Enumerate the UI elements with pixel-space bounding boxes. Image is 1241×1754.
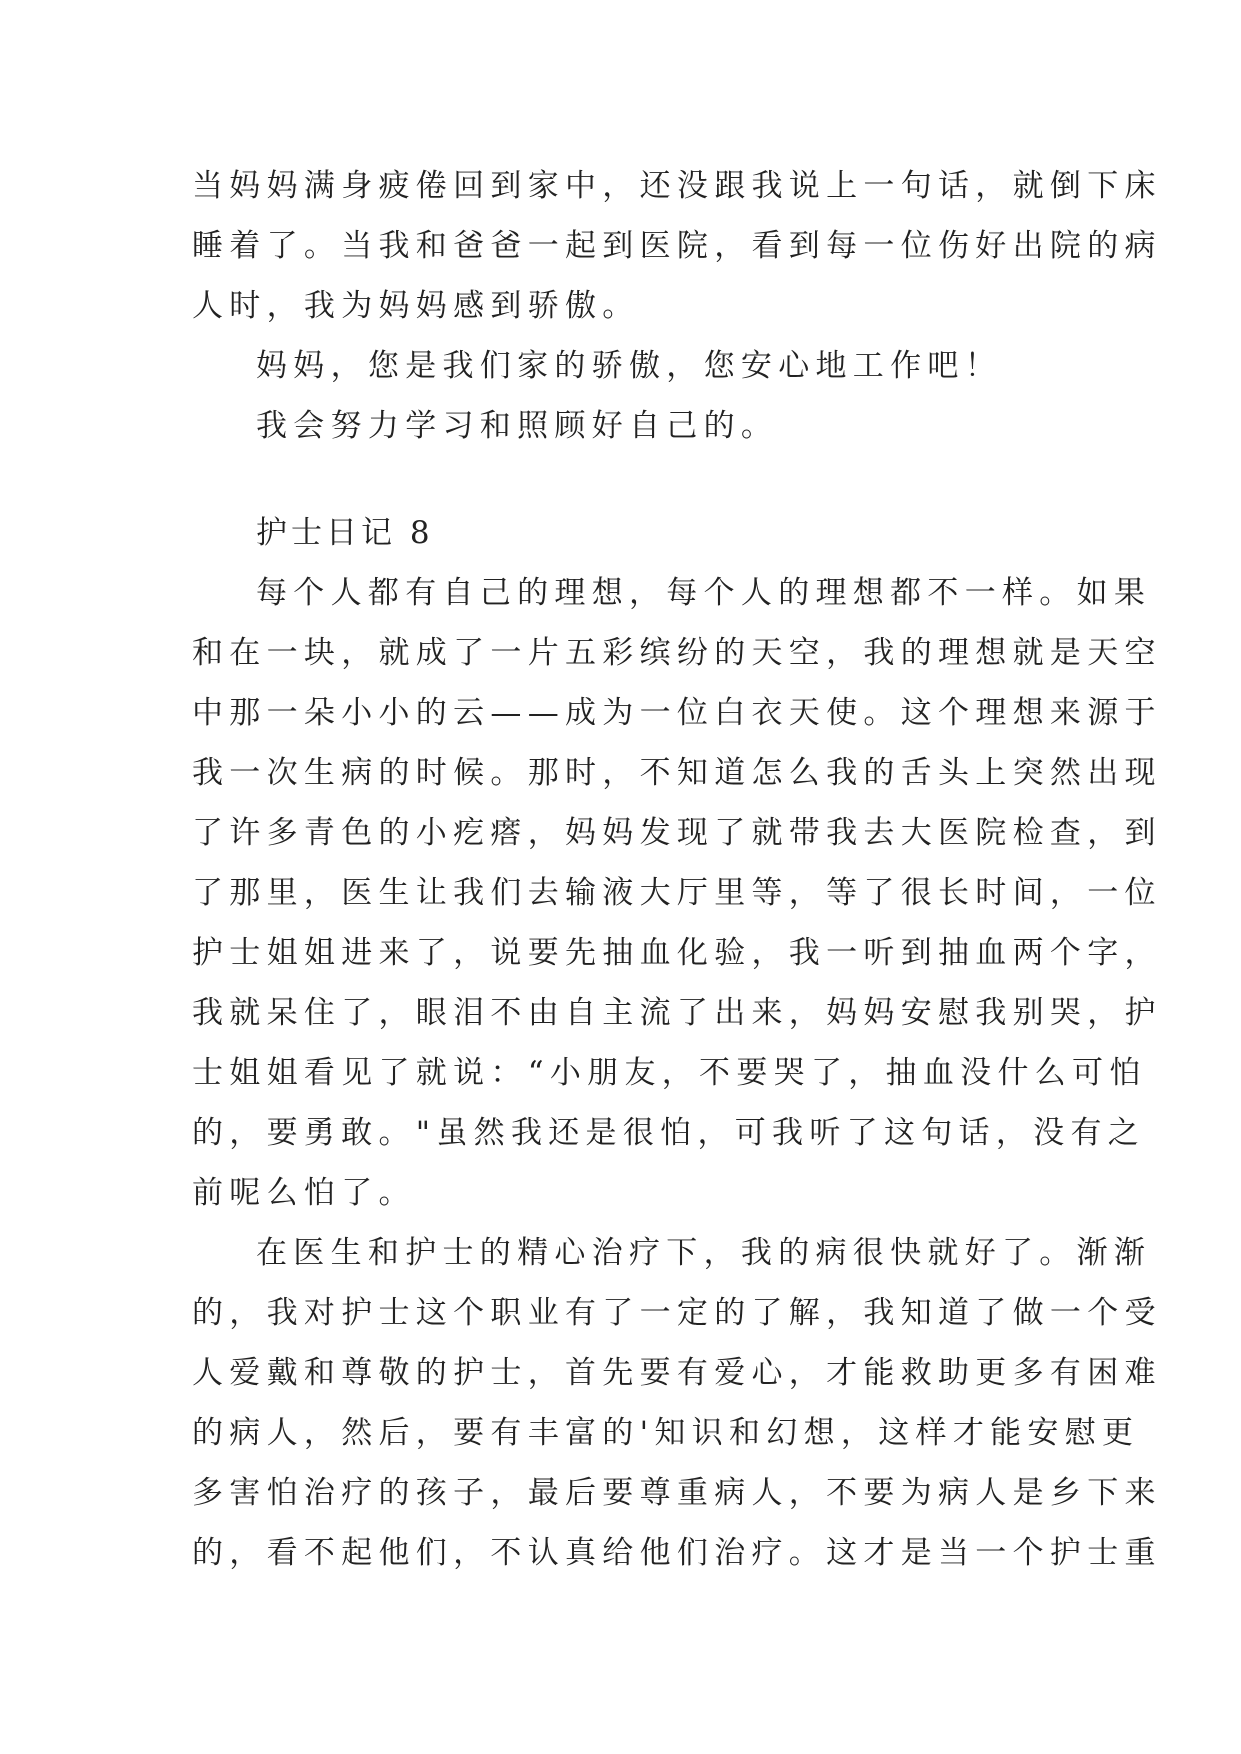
- paragraph-line: 我会努力学习和照顾好自己的。: [256, 408, 779, 444]
- document-page: [192, 0, 1162, 1754]
- paragraph-line: 妈妈，您是我们家的骄傲，您安心地工作吧！: [256, 348, 1002, 384]
- paragraph-line: 人爱戴和尊敬的护士，首先要有爱心，才能救助更多有困难: [192, 1355, 1162, 1391]
- section-title: 护士日记 8: [256, 515, 434, 551]
- paragraph-line: 护士姐姐进来了，说要先抽血化验，我一听到抽血两个字，: [192, 935, 1162, 971]
- paragraph-line: 我一次生病的时候。那时，不知道怎么我的舌头上突然出现: [192, 755, 1162, 791]
- paragraph-line: 的，我对护士这个职业有了一定的了解，我知道了做一个受: [192, 1295, 1162, 1331]
- paragraph-line: 前呢么怕了。: [192, 1175, 416, 1211]
- paragraph-line: 我就呆住了，眼泪不由自主流了出来，妈妈安慰我别哭，护: [192, 995, 1162, 1031]
- paragraph-line: 中那一朵小小的云——成为一位白衣天使。这个理想来源于: [192, 695, 1162, 731]
- paragraph-line: 的，看不起他们，不认真给他们治疗。这才是当一个护士重: [192, 1535, 1162, 1571]
- paragraph-line: 在医生和护士的精心治疗下，我的病很快就好了。渐渐: [256, 1235, 1152, 1271]
- paragraph-line: 当妈妈满身疲倦回到家中，还没跟我说上一句话，就倒下床: [192, 168, 1162, 204]
- paragraph-line: 的，要勇敢。"虽然我还是很怕，可我听了这句话，没有之: [192, 1115, 1146, 1151]
- paragraph-line: 的病人，然后，要有丰富的'知识和幻想，这样才能安慰更: [192, 1415, 1140, 1451]
- paragraph-line: 了许多青色的小疙瘩，妈妈发现了就带我去大医院检查，到: [192, 815, 1162, 851]
- paragraph-line: 多害怕治疗的孩子，最后要尊重病人，不要为病人是乡下来: [192, 1475, 1162, 1511]
- paragraph-line: 人时，我为妈妈感到骄傲。: [192, 288, 640, 324]
- paragraph-line: 睡着了。当我和爸爸一起到医院，看到每一位伤好出院的病: [192, 228, 1162, 264]
- paragraph-line: 了那里，医生让我们去输液大厅里等，等了很长时间，一位: [192, 875, 1162, 911]
- paragraph-line: 和在一块，就成了一片五彩缤纷的天空，我的理想就是天空: [192, 635, 1162, 671]
- paragraph-line: 士姐姐看见了就说：“小朋友，不要哭了，抽血没什么可怕: [192, 1055, 1147, 1091]
- paragraph-line: 每个人都有自己的理想，每个人的理想都不一样。如果: [256, 575, 1152, 611]
